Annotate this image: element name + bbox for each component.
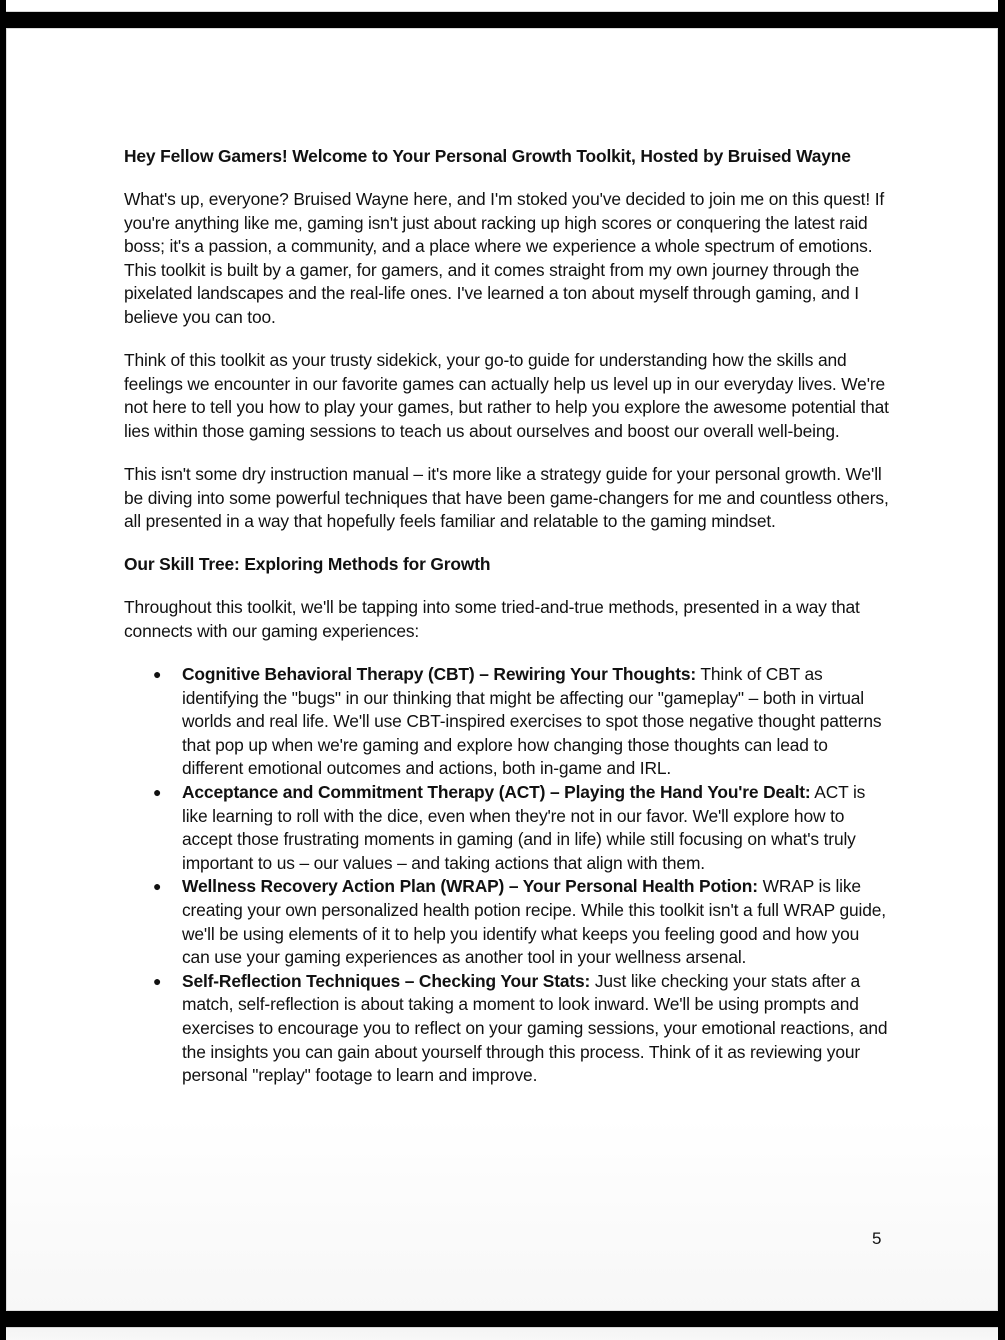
list-item-act xyxy=(153,781,889,875)
document-page xyxy=(6,28,998,1311)
bullet-icon: ● xyxy=(153,878,162,895)
method-text: Think of CBT as identifying the "bugs" in our thinking that might be affecting our "gameplay" – both in virtual worlds and real life. We'll use CBT-inspired exercises to spot those negative thought patterns that pop up when we're gaming and explore how changing those thoughts can lead to different emotional outcomes and actions, both in-game and IRL. xyxy=(182,664,882,779)
method-title: Acceptance and Commitment Therapy (ACT) – Playing the Hand You're Dealt: xyxy=(182,782,811,803)
sidekick-paragraph: Think of this toolkit as your trusty sidekick, your go-to guide for understanding how the skills and feelings we encounter in our favorite games can actually help us level up in our everyday lives. We're not here to tell you how to play your games, but rather to help you explore the awesome potential that lies within those gaming sessions to teach us about ourselves and boost our overall well-being. xyxy=(124,350,889,441)
method-text: WRAP is like creating your own personalized health potion recipe. While this toolkit isn't a full WRAP guide, we'll be using elements of it to help you identify what keeps you feeling good and how you can use your gaming experiences as another tool in your wellness arsenal. xyxy=(182,876,886,968)
list-item-self-reflection xyxy=(153,970,889,1088)
method-title: Cognitive Behavioral Therapy (CBT) – Rewiring Your Thoughts: xyxy=(182,664,697,685)
method-text: ACT is like learning to roll with the dice, even when they're not in our favor. We'll explore how to accept those frustrating moments in gaming (and in life) while still focusing on what's truly important to us – our values – and taking actions that align with them. xyxy=(182,782,866,873)
bullet-icon: ● xyxy=(153,972,162,989)
page-content xyxy=(124,145,889,1088)
page-number: 5 xyxy=(872,1229,882,1248)
next-page-edge[interactable] xyxy=(6,1327,998,1340)
bullet-icon: ● xyxy=(153,784,162,801)
intro-paragraph: What's up, everyone? Bruised Wayne here, and I'm stoked you've decided to join me on this quest! If you're anything like me, gaming isn't just about racking up high scores or conquering the latest raid boss; it's a passion, a community, and a place where we experience a whole spectrum of emotions. This toolkit is built by a gamer, for gamers, and it comes straight from my own journey through the pixelated landscapes and the real-life ones. I've learned a ton about myself through gaming, and I believe you can too. xyxy=(124,189,885,328)
page-title: Hey Fellow Gamers! Welcome to Your Personal Growth Toolkit, Hosted by Bruised Wayne xyxy=(124,146,851,166)
method-text: Just like checking your stats after a match, self-reflection is about taking a moment to look inward. We'll be using prompts and exercises to encourage you to reflect on your gaming sessions, your emotional reactions, and the insights you can gain about yourself through this process. Think of it as reviewing your personal "replay" footage to learn and improve. xyxy=(182,970,888,1086)
list-item-cbt xyxy=(153,663,889,781)
method-title: Self-Reflection Techniques – Checking Your Stats: xyxy=(182,970,591,991)
list-item-wrap xyxy=(153,875,889,969)
method-title: Wellness Recovery Action Plan (WRAP) – Your Personal Health Potion: xyxy=(182,876,758,897)
section-heading: Our Skill Tree: Exploring Methods for Growth xyxy=(124,554,491,575)
bullet-icon: ● xyxy=(153,666,162,683)
methods-list xyxy=(124,663,889,1088)
strategy-guide-paragraph: This isn't some dry instruction manual – it's more like a strategy guide for your personal growth. We'll be diving into some powerful techniques that have been game-changers for me and countless others, all presented in a way that hopefully feels familiar and relatable to the gaming mindset. xyxy=(124,464,889,532)
section-intro: Throughout this toolkit, we'll be tapping into some tried-and-true methods, presented in a way that connects with our gaming experiences: xyxy=(124,597,860,641)
previous-page-edge[interactable] xyxy=(6,0,998,12)
